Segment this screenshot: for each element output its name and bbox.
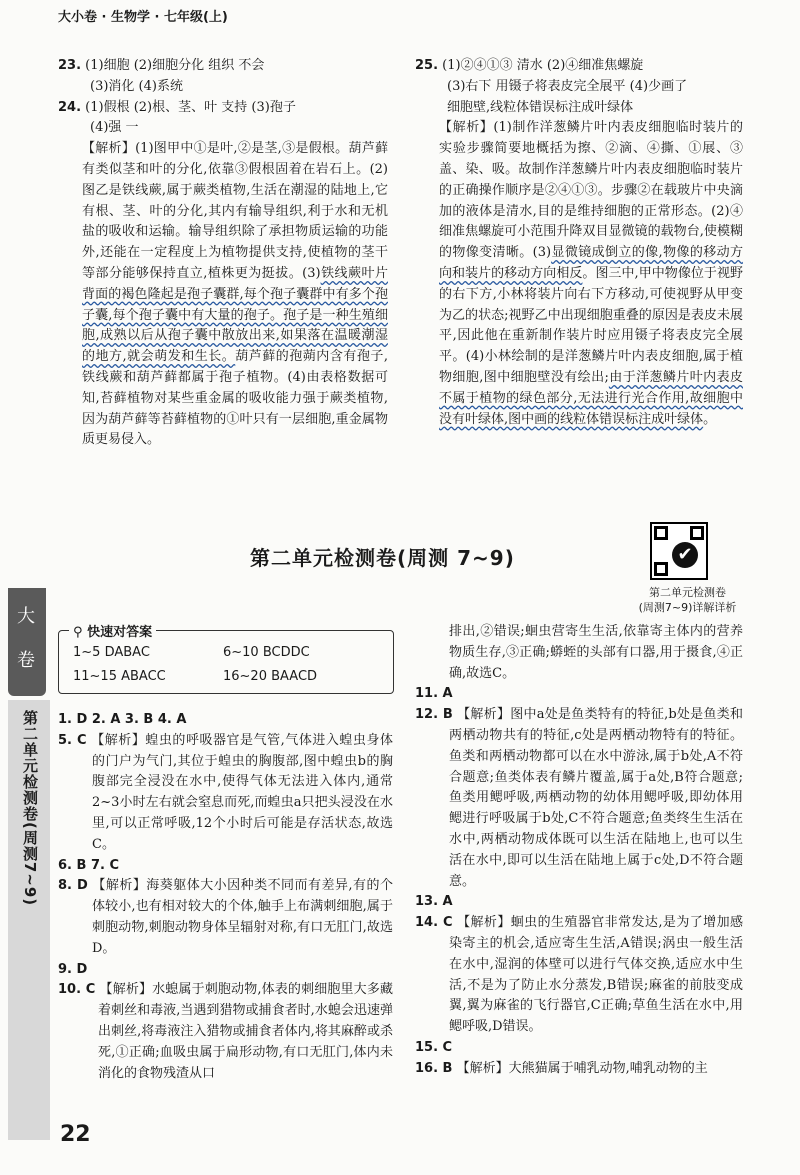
- quick-answer-box: [58, 625, 394, 694]
- side-tab-char: 卷: [17, 650, 35, 671]
- q-number: 13. A: [415, 894, 453, 910]
- q-number: 14. C: [415, 915, 453, 931]
- analysis-text: 【解析】大熊猫属于哺乳动物,哺乳动物的主: [456, 1060, 708, 1076]
- section-title: 第二单元检测卷(周测 7~9): [250, 546, 515, 570]
- analysis-text: 【解析】海葵躯体大小因种类不同而有差异,有的个体较小,也有相对较大的个体,触手上布满刺细胞,属于刺胞动物,刺胞动物身体呈辐射对称,有口无肛门,故选D。: [92, 878, 393, 956]
- q-number: 11. A: [415, 686, 453, 702]
- side-tab: [8, 588, 46, 696]
- quick-answer-title: [69, 621, 156, 640]
- left-column-bottom: [58, 710, 393, 1084]
- answer-text: (1)细胞 (2)细胞分化 组织 不会: [85, 58, 265, 73]
- qr-caption-line: 第二单元检测卷: [649, 586, 726, 599]
- quick-answer-cell: 11~15 ABACC: [73, 669, 166, 684]
- answer-text: (1)假根 (2)根、茎、叶 支持 (3)孢子: [85, 99, 296, 115]
- q-number: 15. C: [415, 1039, 453, 1055]
- q-number: 9. D: [58, 961, 88, 977]
- left-column-top: [58, 56, 388, 451]
- analysis-text: 【解析】蛔虫的生殖器官非常发达,是为了增加感染寄主的机会,适应寄生生活,A错误;涡虫一般生活在水中,湿润的体壁可以进行气体交换,适应水中生活,不是为了防止水分蒸发,B错误;麻雀的前肢变成翼,翼为麻雀的飞行器官,C正确;草鱼生活在水中,用鳃呼吸,D错误。: [449, 915, 743, 1035]
- answer-text: (3)右下 用镊子将表皮完全展平 (4)少画了: [447, 78, 688, 94]
- q-number: 8. D: [58, 878, 88, 894]
- qr-finder: [690, 526, 704, 540]
- analysis-underlined: 显微镜成倒立的像,物像的移动方向和装片的移动方向相反: [439, 245, 743, 281]
- analysis-underlined: 由于洋葱鳞片叶内表皮不属于植物的绿色部分,无法进行光合作用,故细胞中没有叶绿体,图中画的线粒体错误标注成叶绿体: [439, 369, 743, 427]
- qr-finder: [654, 562, 668, 576]
- analysis-text: 排出,②错误;蛔虫营寄生生活,依靠寄主体内的营养物质生存,③正确;蟒蛭的头部有口器,用于摄食,④正确,故选C。: [449, 624, 743, 681]
- analysis-text: 【解析】(1)图甲中①是叶,②是茎,③是假根。葫芦藓有类似茎和叶的分化,依靠③假根固着在岩石上。(2)图乙是铁线蕨,属于蕨类植物,生活在潮湿的陆地上,它有根、茎、叶的分化,其内有输导组织,利于水和无机盐的吸收和运输。输导组织除了承担物质运输的功能外,还能在一定程度上为植物提供支持,使植物的茎干等部分能够保持直立,植株更为挺拔。(3): [82, 141, 388, 281]
- answer-text: (4)强 一: [90, 120, 139, 136]
- analysis-text: 【解析】蝗虫的呼吸器官是气管,气体进入蝗虫身体的门户为气门,其位于蝗虫的胸腹部,图中蝗虫b的胸腹部完全浸没在水中,使得气体无法进入体内,通常2~3小时左右就会窒息而死,而蝗虫a只把头浸没在水里,可以正常呼吸,12个小时后可能是存活状态,故选C。: [91, 732, 393, 852]
- q-number: 1. D 2. A 3. B 4. A: [58, 712, 187, 727]
- q-number: 24.: [58, 99, 82, 115]
- checkmark-icon: ✔: [672, 542, 698, 568]
- analysis-text: 【解析】水螅属于刺胞动物,体表的刺细胞里大多藏着刺丝和毒液,当遇到猎物或捕食者时,水螅会迅速弹出刺丝,将毒液注入猎物或捕食者体内,将其麻醉或杀死,①正确;血吸虫属于扁形动物,有口无肛门,体内未消化的食物残渣从口: [98, 982, 393, 1081]
- q-number: 16. B: [415, 1060, 453, 1076]
- analysis-text: 葫芦藓的孢蒴内含有孢子,铁线蕨和葫芦藓都属于孢子植物。(4)由表格数据可知,苔藓植物对某些重金属的吸收能力强于蕨类植物,因为葫芦藓等苔藓植物的①叶只有一层细胞,重金属物质更易侵入。: [82, 349, 388, 448]
- q-number: 10. C: [58, 982, 96, 998]
- qr-code[interactable]: [650, 522, 708, 580]
- side-bar: [8, 700, 50, 1140]
- side-vertical-label: 第二单元检测卷(周测7~9): [21, 710, 39, 907]
- running-header: 大小卷 · 生物学 · 七年级(上): [58, 10, 228, 25]
- q-number: 23.: [58, 58, 82, 73]
- qr-caption: [630, 585, 745, 615]
- analysis-text: 。图三中,甲中物像位于视野的右下方,小林将装片向右下方移动,可使视野从甲变为乙的状态;视野乙中出现细胞重叠的原因是表皮未展平,因此他在重新制作装片时应用镊子将表皮完全展平。(4)小林绘制的是洋葱鳞片叶内表皮细胞,属于植物细胞,图中细胞壁没有绘出;: [439, 265, 743, 385]
- qr-caption-line: (周测7~9)详解详析: [638, 601, 737, 614]
- quick-answer-title-text: 快速对答案: [87, 625, 153, 640]
- right-column-top: [415, 56, 743, 430]
- side-tab-char: 大: [17, 606, 35, 627]
- qr-finder: [654, 526, 668, 540]
- analysis-text: 【解析】(1)制作洋葱鳞片叶内表皮细胞临时装片的实验步骤简要地概括为擦、②滴、④撕、①展、③盖、染、吸。故制作洋葱鳞片叶内表皮细胞临时装片的正确操作顺序是②④①③。步骤②在载玻片中央滴加的液体是清水,目的是维持细胞的正常形态。(2)④细准焦螺旋可小范围升降双目显微镜的载物台,使模糊的物像变清晰。(3): [439, 120, 743, 261]
- quick-answer-cell: 1~5 DABAC: [73, 645, 150, 660]
- key-icon: ⚲: [73, 625, 83, 640]
- answer-text: 细胞壁,线粒体错误标注成叶绿体: [447, 99, 634, 115]
- analysis-text: 【解析】图中a处是鱼类特有的特征,b处是鱼类和两栖动物共有的特征,c处是两栖动物特有的特征。鱼类和两栖动物都可以在水中游泳,属于b处,A不符合题意;鱼类体表有鳞片覆盖,属于a处,B符合题意;鱼类用鳃呼吸,两栖动物的幼体用鳃呼吸,即幼体用鳃进行呼吸属于b处,C不符合题意;鱼类终生生活在水中,两栖动物成体既可以生活在陆地上,也可以生活在水中,即可以生活在陆地上属于c处,D不符合题意。: [449, 707, 743, 889]
- answer-text: (3)消化 (4)系统: [90, 78, 183, 94]
- quick-answer-cell: 16~20 BAACD: [223, 669, 318, 684]
- quick-answer-cell: 6~10 BCDDC: [223, 645, 310, 660]
- right-column-bottom: [415, 622, 743, 1080]
- q-number: 5. C: [58, 732, 87, 748]
- page-number: 22: [60, 1122, 91, 1147]
- q-number: 12. B: [415, 707, 453, 723]
- answer-text: (1)②④①③ 清水 (2)④细准焦螺旋: [442, 58, 644, 73]
- analysis-text: 。: [703, 411, 717, 427]
- q-number: 6. B 7. C: [58, 857, 119, 873]
- analysis-underlined: 铁线蕨叶片背面的褐色隆起是孢子囊群,每个孢子囊群中有多个孢子囊,每个孢子囊中有大量的孢子。孢子是一种生殖细胞,成熟以后从孢子囊中散放出来,如果落在温暖潮湿的地方,就会萌发和生长。: [82, 265, 388, 365]
- q-number: 25.: [415, 58, 439, 73]
